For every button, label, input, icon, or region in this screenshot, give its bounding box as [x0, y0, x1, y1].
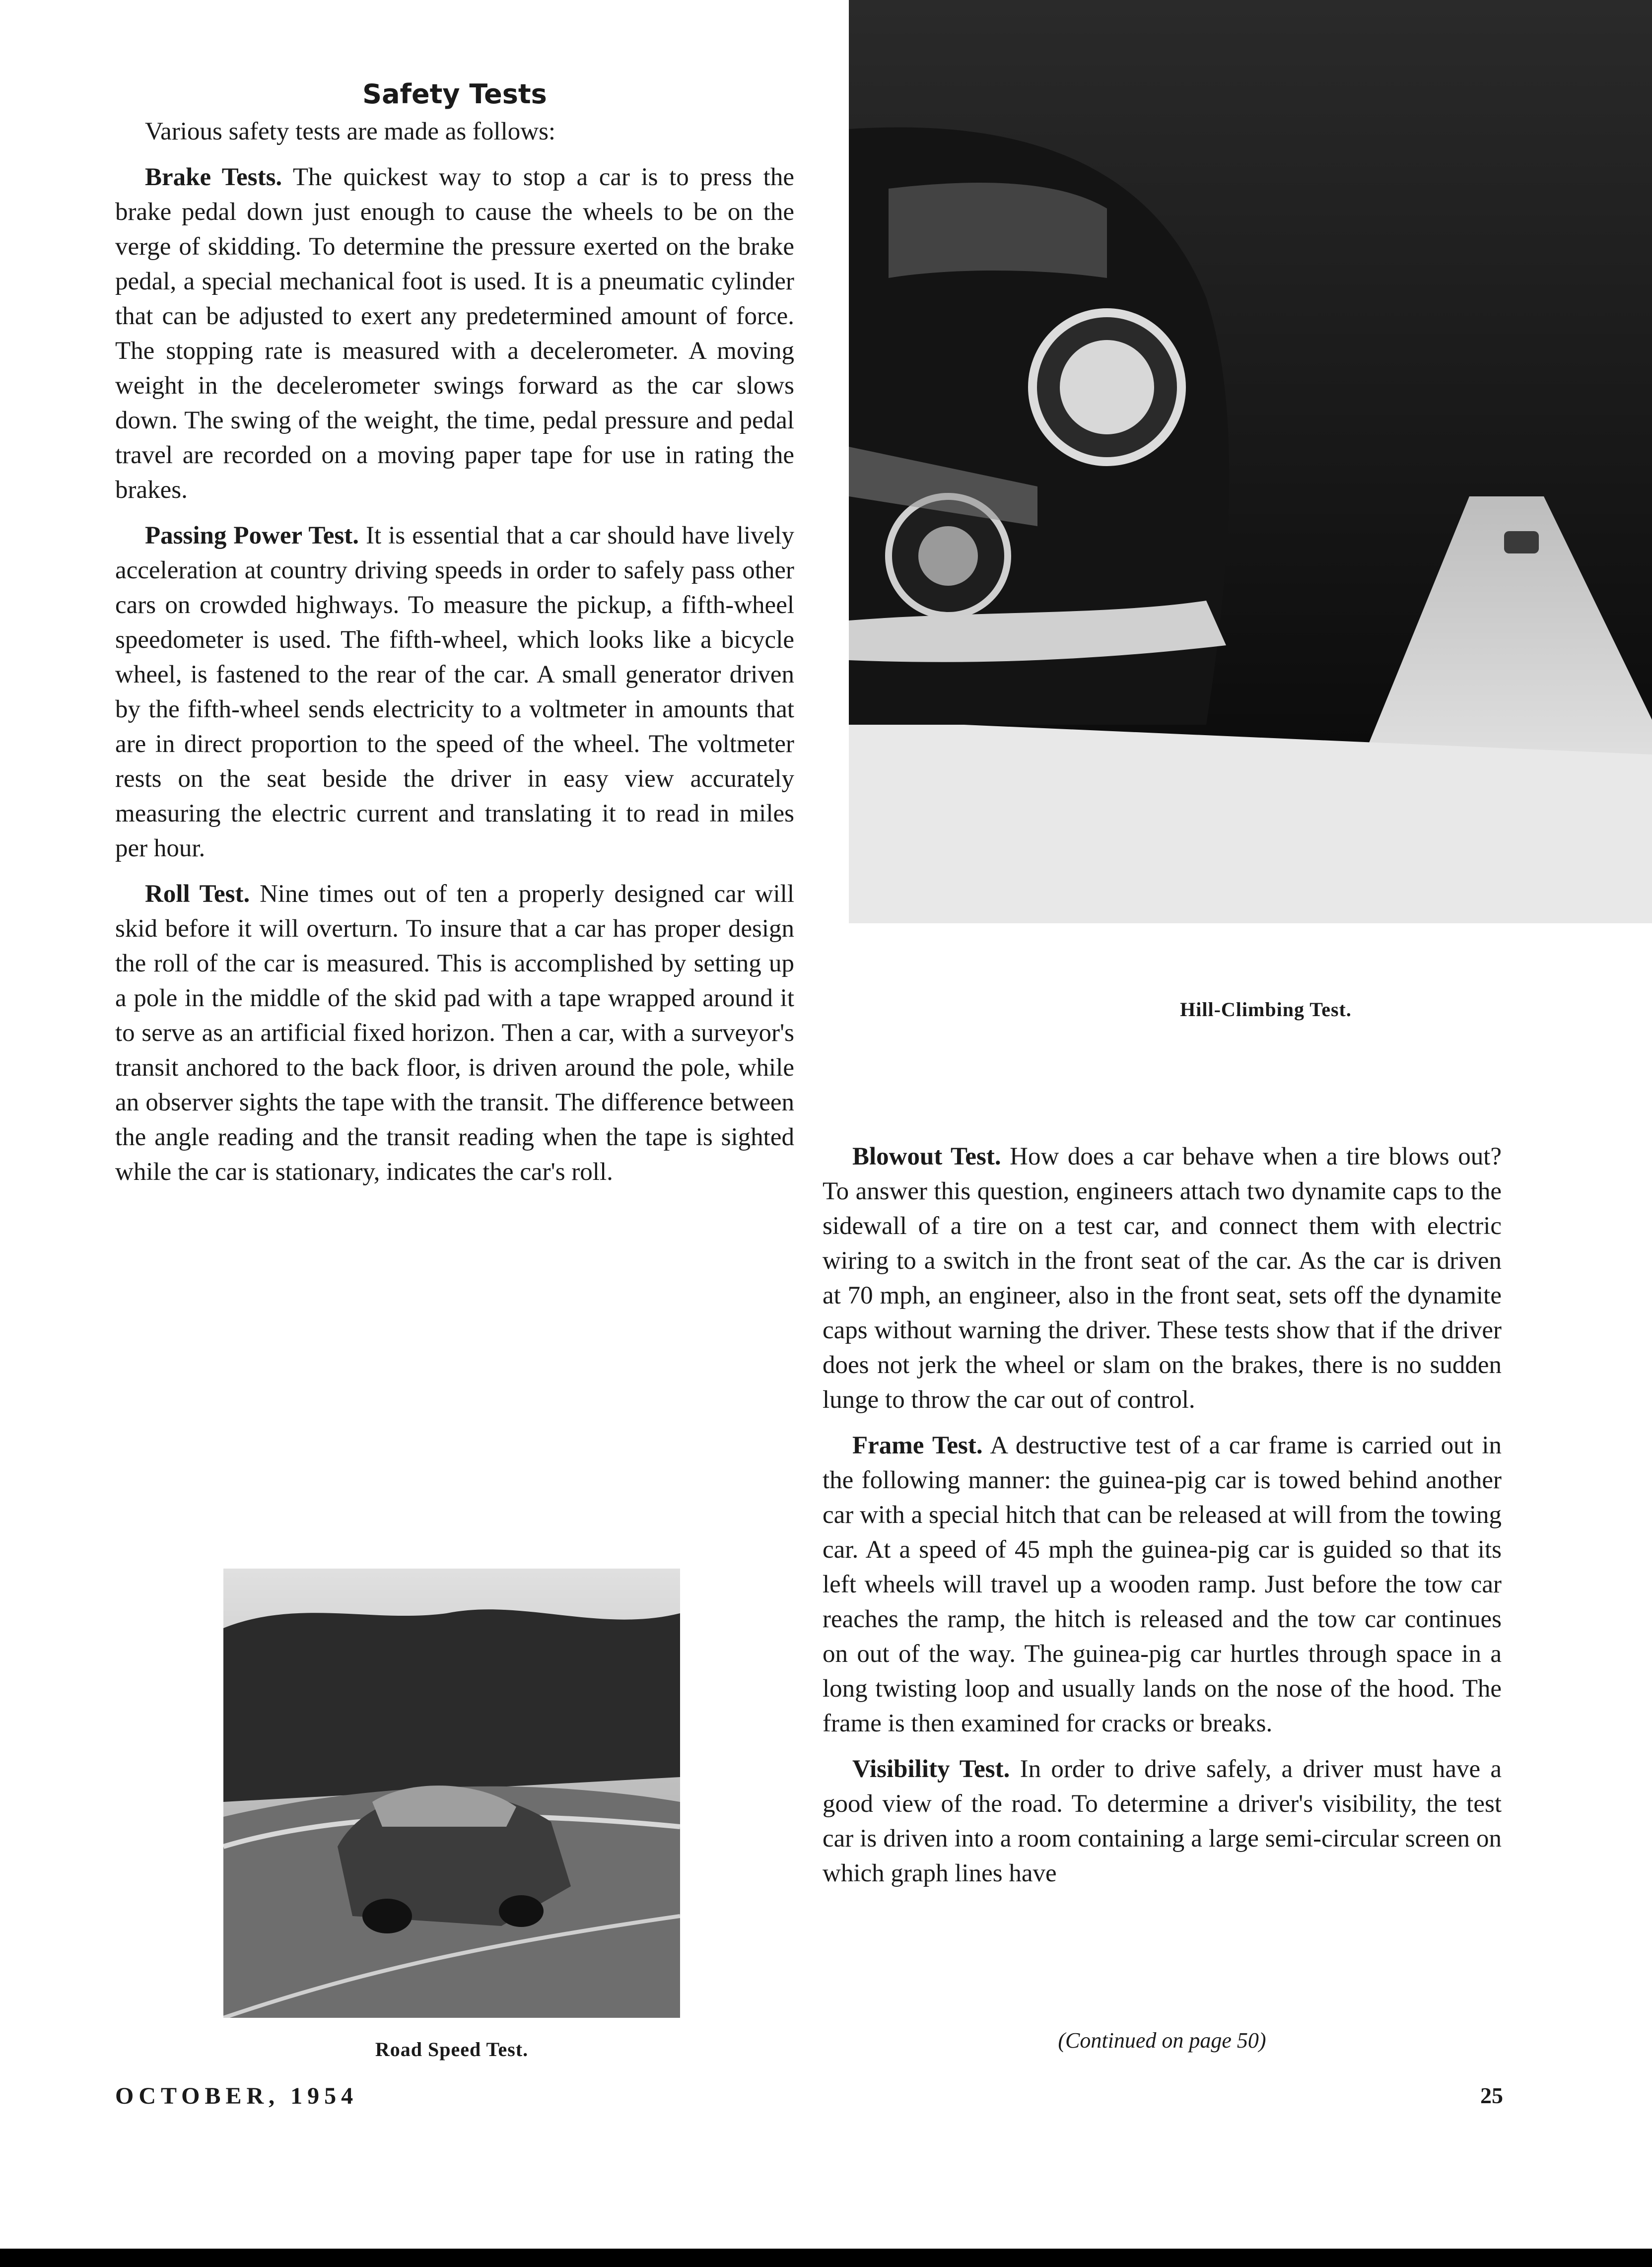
footer-date: OCTOBER, 1954 — [115, 2083, 358, 2109]
passing-power-heading: Passing Power Test. — [145, 522, 359, 550]
frame-test-heading: Frame Test. — [852, 1432, 983, 1459]
passing-power-paragraph — [115, 518, 794, 866]
visibility-test-heading: Visibility Test. — [852, 1755, 1010, 1783]
visibility-test-body: In order to drive safely, a driver must have a good view of the road. To determine a driver's visibility, the test car is driven into a room containing a large semi-circular screen on which graph lines have — [823, 1755, 1502, 1887]
hill-climbing-illustration — [849, 0, 1652, 923]
roll-test-heading: Roll Test. — [145, 880, 250, 908]
road-speed-illustration — [223, 1569, 680, 2018]
brake-test-body: The quickest way to stop a car is to press the brake pedal down just enough to cause the wheels to be on the verge of skidding. To determine the pressure exerted on the brake pedal, a special mechanical foot is used. It is a pneumatic cylinder that can be adjusted to exert any predetermined amount of force. The stopping rate is measured with a decelerometer. A moving weight in the decelerometer swings forward as the car slows down. The swing of the weight, the time, pedal pressure and pedal travel are recorded on a moving paper tape for use in rating the brakes. — [115, 163, 794, 504]
article-title: Safety Tests — [362, 78, 547, 110]
visibility-test-paragraph — [823, 1752, 1502, 1891]
hill-climbing-photo — [849, 0, 1652, 923]
blowout-test-paragraph — [823, 1139, 1502, 1417]
right-column — [823, 1139, 1502, 1902]
intro-paragraph: Various safety tests are made as follows: — [145, 118, 556, 145]
brake-test-heading: Brake Tests. — [145, 163, 282, 191]
left-column — [115, 114, 794, 1200]
passing-power-body: It is essential that a car should have lively acceleration at country driving speeds in order to safely pass other cars on crowded highways. To measure the pickup, a fifth-wheel speedometer is used. The fifth-wheel, which looks like a bicycle wheel, is fastened to the rear of the car. A small generator driven by the fifth-wheel sends electricity to a voltmeter in amounts that are in direct proportion to the speed of the wheel. The voltmeter rests on the seat beside the driver in easy view accurately measuring the electric current and translating it to read in miles per hour. — [115, 522, 794, 862]
scan-border — [0, 2249, 1652, 2267]
road-speed-photo — [223, 1569, 680, 2018]
blowout-test-heading: Blowout Test. — [852, 1143, 1001, 1170]
brake-test-paragraph — [115, 160, 794, 507]
road-speed-caption: Road Speed Test. — [375, 2038, 529, 2061]
frame-test-paragraph — [823, 1428, 1502, 1741]
roll-test-body: Nine times out of ten a properly designed car will skid before it will overturn. To insure that a car has proper design the roll of the car is measured. This is accomplished by setting up a pole in the middle of the skid pad with a tape wrapped around it to serve as an artificial fixed horizon. Then a car, with a surveyor's transit anchored to the back floor, is driven around the pole, while an observer sights the tape with the transit. The difference between the angle reading and the transit reading when the tape is sighted while the car is stationary, indicates the car's roll. — [115, 880, 794, 1186]
hill-climbing-caption: Hill-Climbing Test. — [1180, 998, 1352, 1021]
roll-test-paragraph — [115, 877, 794, 1189]
continued-note: (Continued on page 50) — [1058, 2028, 1266, 2053]
blowout-test-body: How does a car behave when a tire blows out? To answer this question, engineers attach two dynamite caps to the sidewall of a tire on a test car, and connect them with electric wiring to a switch in the front seat of the car. As the car is driven at 70 mph, an engineer, also in the front seat, sets off the dynamite caps without warning the driver. These tests show that if the driver does not jerk the wheel or slam on the brakes, there is no sudden lunge to throw the car out of control. — [823, 1143, 1502, 1414]
frame-test-body: A destructive test of a car frame is carried out in the following manner: the guinea-pig car is towed behind another car with a special hitch that can be released at will from the towing car. At a speed of 45 mph the guinea-pig car is guided so that its left wheels will travel up a wooden ramp. Just before the tow car reaches the ramp, the hitch is released and the tow car continues on out of the way. The guinea-pig car hurtles through space in a long twisting loop and usually lands on the nose of the hood. The frame is then examined for cracks or breaks. — [823, 1432, 1502, 1737]
page-number: 25 — [1480, 2083, 1503, 2108]
